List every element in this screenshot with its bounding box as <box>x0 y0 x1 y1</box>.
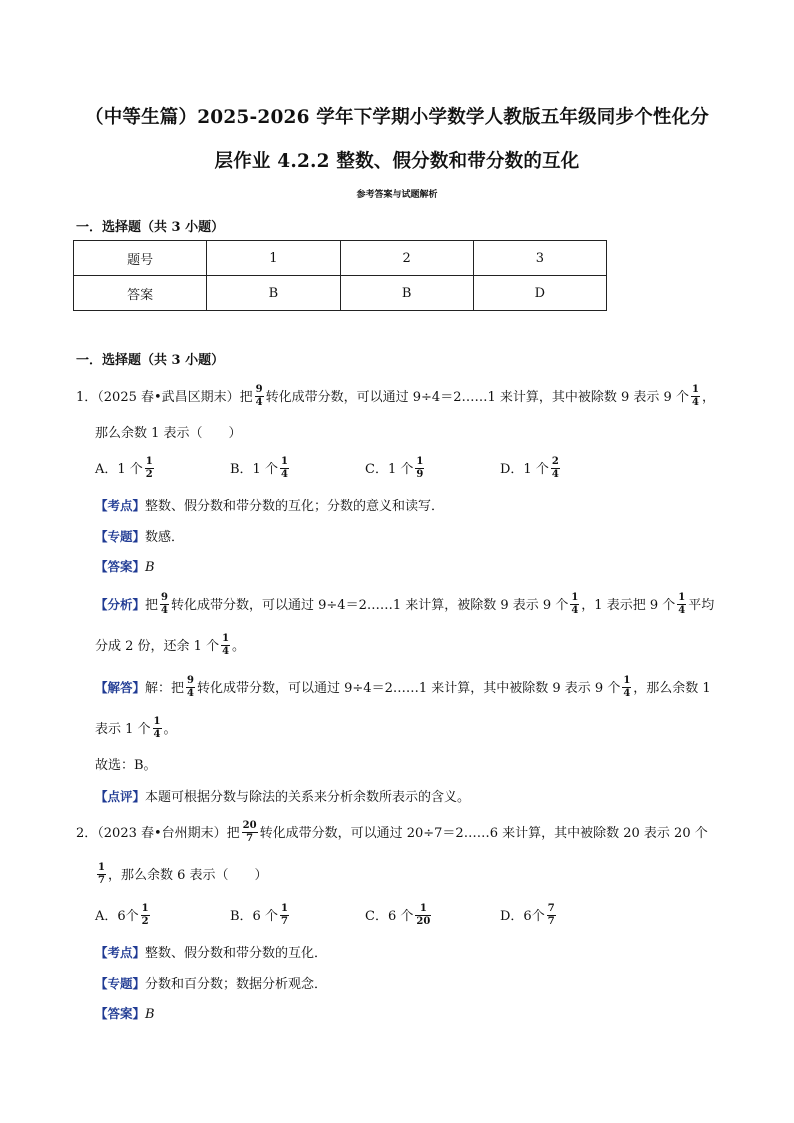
q2-zhuanti: 【专题】分数和百分数；数据分析观念． <box>95 976 328 992</box>
fraction: $\frac{9}{4}$ <box>255 384 263 408</box>
section-heading-2: 一．选择题（共 3 小题） <box>76 353 225 368</box>
table-cell: 题号 <box>74 241 207 276</box>
answer-table <box>73 240 607 311</box>
q2-options <box>95 905 635 928</box>
table-row <box>74 241 607 276</box>
q1-dianping: 【点评】本题可根据分数与除法的关系来分析余数所表示的含义。 <box>95 789 471 805</box>
table-cell: B <box>207 276 340 311</box>
q2-stem-line2: $\frac{1}{7}$ ，那么余数 6 表示（ ） <box>98 862 268 886</box>
option-a: A．1 个 $\frac{1}{2}$ <box>95 456 153 480</box>
q2-kaodian: 【考点】整数、假分数和带分数的互化． <box>95 945 328 961</box>
page-subtitle: 参考答案与试题解析 <box>356 190 438 200</box>
option-a: A．6个 $\frac{1}{2}$ <box>95 903 149 927</box>
option-d: D．6个 $\frac{7}{7}$ <box>500 903 555 927</box>
q1-daan: 【答案】B <box>95 559 155 575</box>
q1-options <box>95 458 635 481</box>
section-heading: 一．选择题（共 3 小题） <box>76 220 225 235</box>
option-c: C．6 个 $\frac{1}{20}$ <box>365 903 431 927</box>
table-row <box>74 276 607 311</box>
table-cell: 2 <box>340 241 473 276</box>
table-cell: D <box>473 276 606 311</box>
page-title-line1: （中等生篇）2025-2026 学年下学期小学数学人教版五年级同步个性化分 <box>85 107 709 128</box>
option-c: C．1 个 $\frac{1}{9}$ <box>365 456 424 480</box>
q2-daan: 【答案】B <box>95 1006 155 1022</box>
q1-stem: 1．（2025 春•武昌区期末）把 $\frac{9}{4}$ 转化成带分数，可以通过 9÷4＝2……1 来计算，其中被除数 9 表示 9 个 $\frac{1}{4}$ ， <box>76 384 715 408</box>
fraction: $\frac{1}{4}$ <box>691 384 699 408</box>
q1-fenxi-line2: 分成 2 份，还余 1 个 $\frac{1}{4}$ 。 <box>95 633 246 657</box>
q1-jieda: 【解答】解：把 $\frac{9}{4}$ 转化成带分数，可以通过 9÷4＝2……1 来计算，其中被除数 9 表示 9 个 $\frac{1}{4}$ ，那么余数 1 <box>95 675 711 699</box>
table-cell: 答案 <box>74 276 207 311</box>
q1-guxuan: 故选：B。 <box>95 758 157 773</box>
q1-jieda-line2: 表示 1 个 $\frac{1}{4}$ 。 <box>95 716 177 740</box>
table-cell: B <box>340 276 473 311</box>
q1-stem-line2: 那么余数 1 表示（ ） <box>95 426 242 441</box>
option-b: B．6 个 $\frac{1}{7}$ <box>230 903 288 927</box>
q2-stem: 2．（2023 春•台州期末）把 $\frac{20}{7}$ 转化成带分数，可以通过 20÷7＝2……6 来计算，其中被除数 20 表示 20 个 <box>76 820 708 844</box>
q1-fenxi: 【分析】把 $\frac{9}{4}$ 转化成带分数，可以通过 9÷4＝2……1 来计算，被除数 9 表示 9 个 $\frac{1}{4}$ ，1 表示把 9 个 $\frac{1}{4}$ 平均 <box>95 592 715 616</box>
q1-kaodian: 【考点】整数、假分数和带分数的互化；分数的意义和读写． <box>95 498 445 514</box>
option-b: B．1 个 $\frac{1}{4}$ <box>230 456 288 480</box>
option-d: D．1 个 $\frac{2}{4}$ <box>500 456 559 480</box>
q1-zhuanti: 【专题】数感． <box>95 529 185 545</box>
page-title-line2: 层作业 4.2.2 整数、假分数和带分数的互化 <box>214 151 580 172</box>
table-cell: 3 <box>473 241 606 276</box>
table-cell: 1 <box>207 241 340 276</box>
